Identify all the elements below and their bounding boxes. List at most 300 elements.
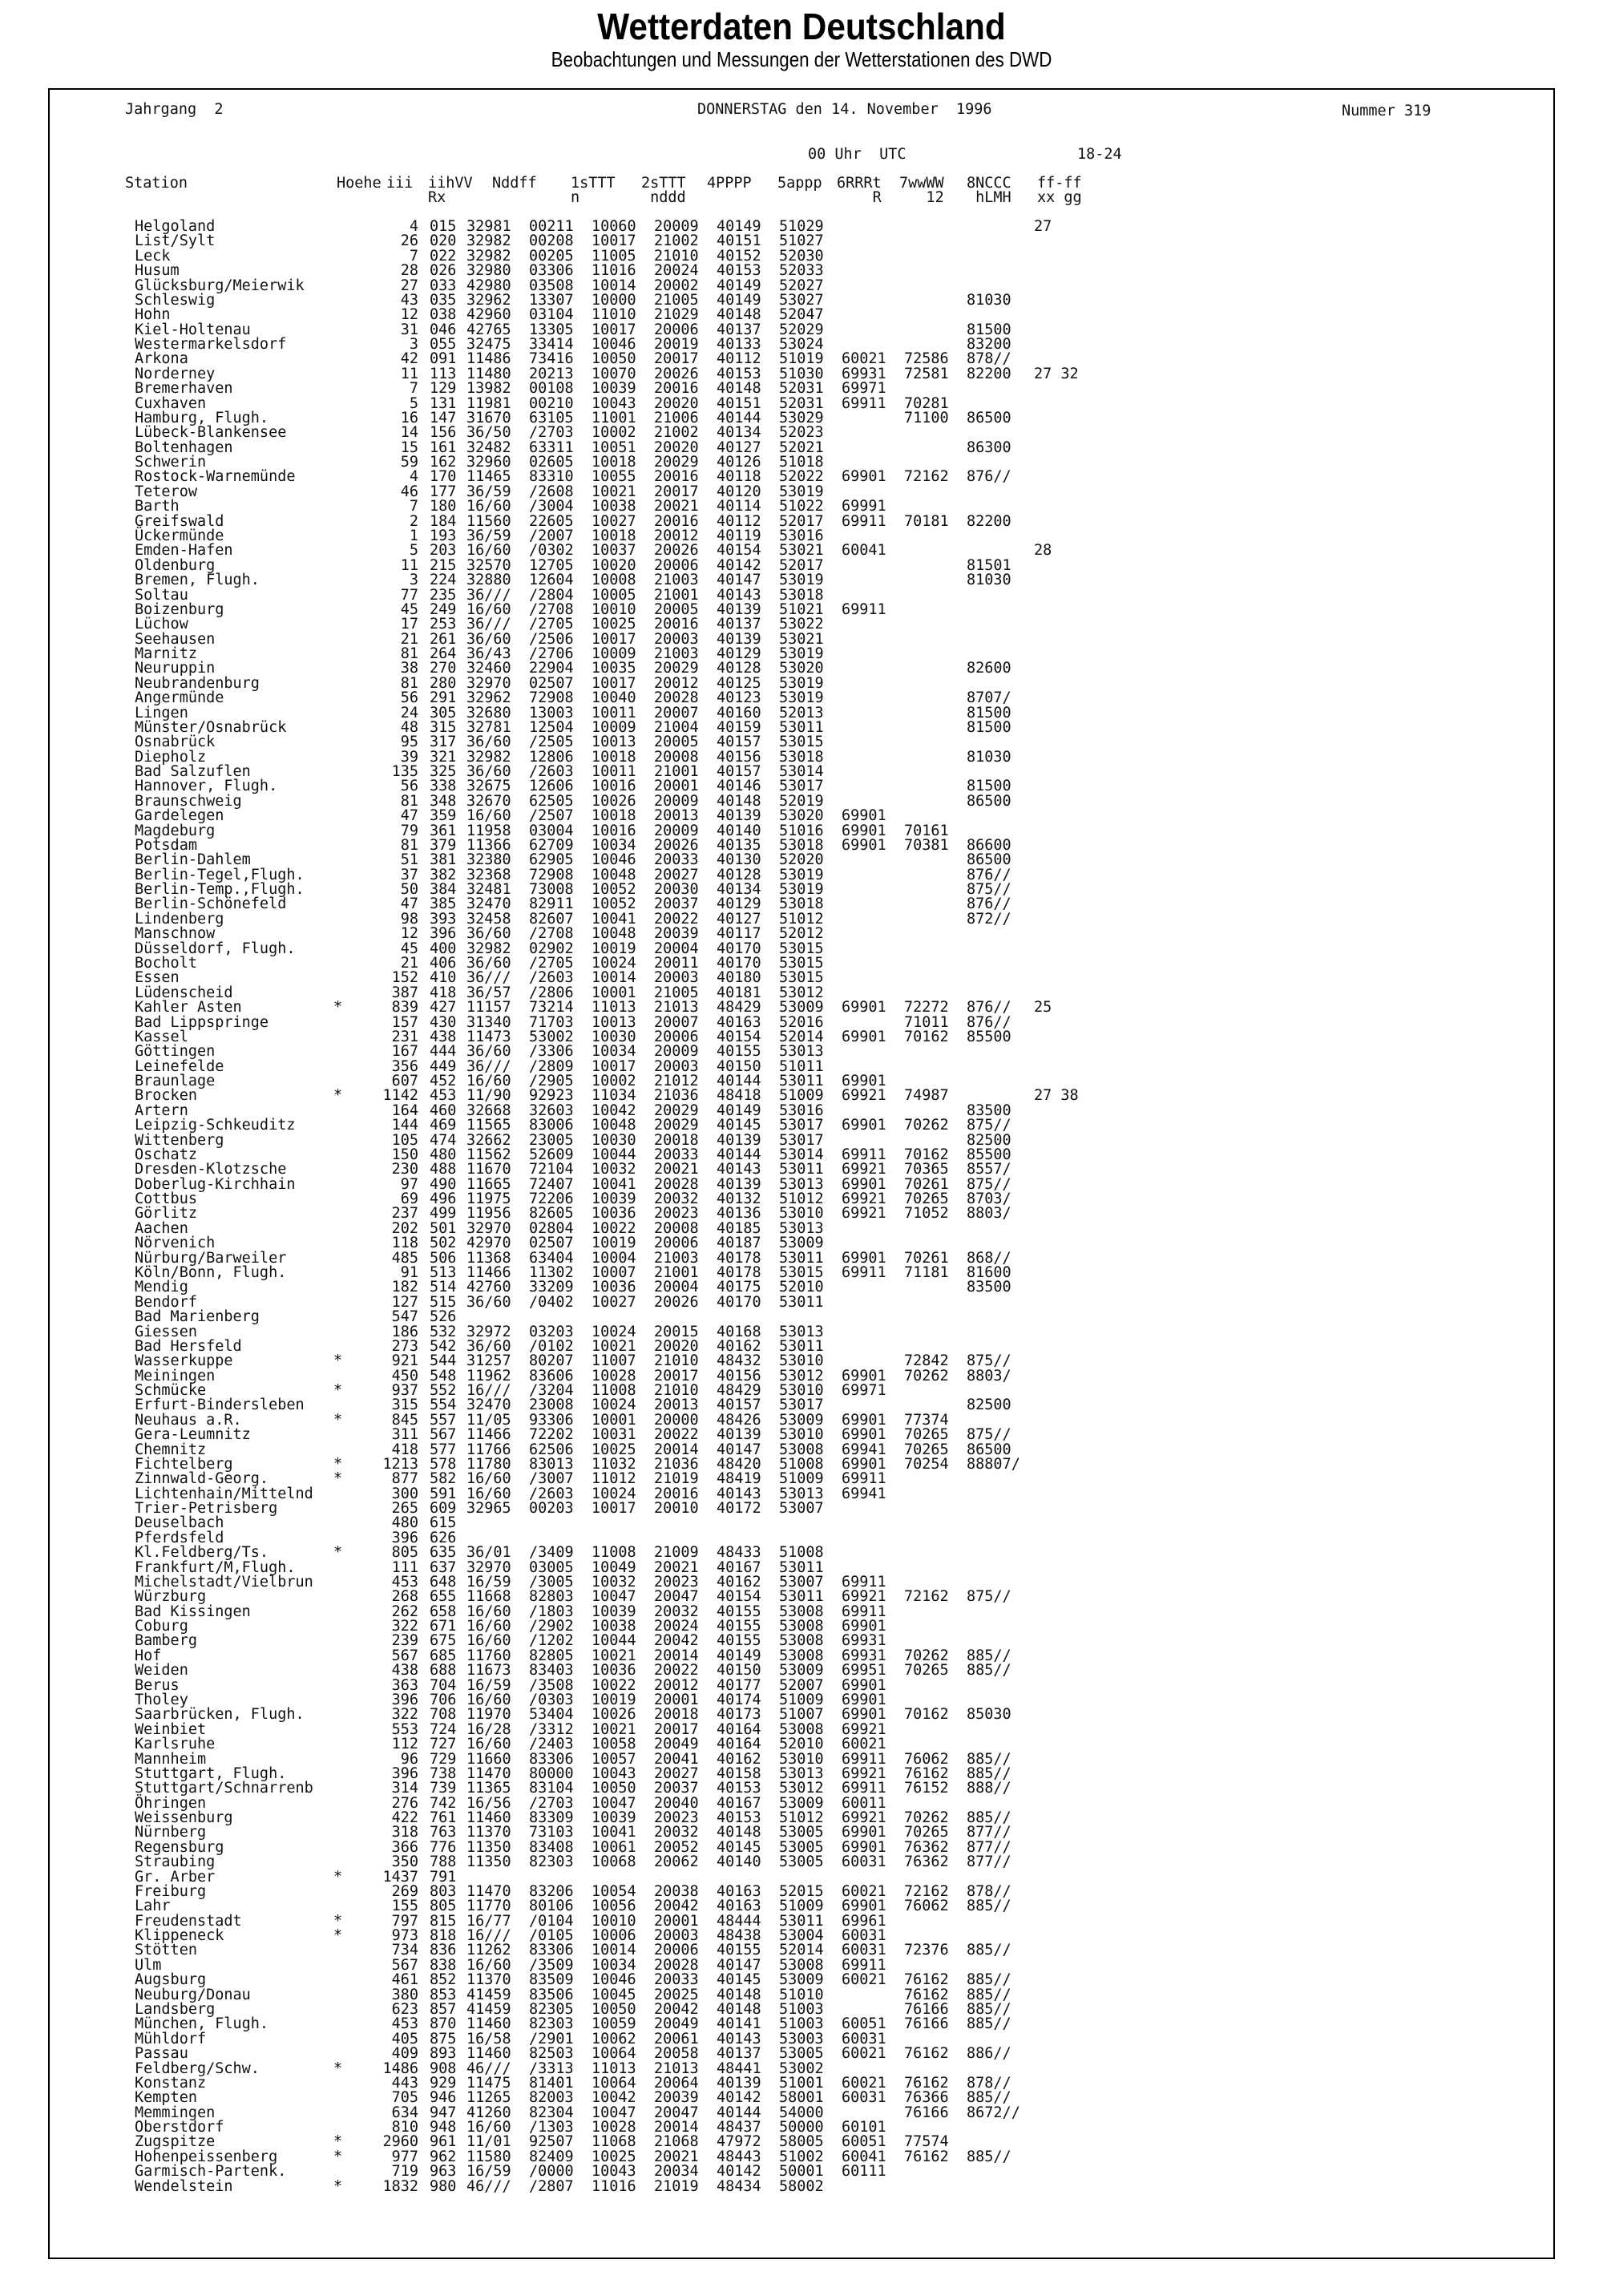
table-row <box>50 942 1548 956</box>
table-cell: 60041 <box>842 542 886 560</box>
table-cell: 21003 <box>654 1249 699 1267</box>
station-name: Giessen <box>135 1323 197 1340</box>
table-cell: 40128 <box>717 660 761 677</box>
table-cell: 40144 <box>717 2104 761 2121</box>
table-cell: 675 <box>430 1632 457 1650</box>
table-cell: 11470 <box>466 1882 511 1900</box>
table-cell: 36/60 <box>466 1337 511 1355</box>
table-cell: /3005 <box>529 1573 574 1591</box>
station-name: Lüdenscheid <box>135 984 233 1001</box>
table-cell: 237 <box>391 1205 418 1223</box>
table-cell: /3004 <box>529 498 574 515</box>
table-cell: 16/// <box>466 1382 511 1400</box>
table-cell: 460 <box>430 1102 457 1119</box>
table-cell: 506 <box>430 1249 457 1267</box>
table-cell: 280 <box>430 674 457 692</box>
table-cell: 72104 <box>529 1161 574 1178</box>
table-cell: 53017 <box>779 778 824 795</box>
table-cell: 40170 <box>717 1293 761 1311</box>
station-name: Hannover, Flugh. <box>135 778 278 795</box>
table-cell: 270 <box>430 660 457 677</box>
table-row <box>50 249 1548 264</box>
table-cell: 40150 <box>717 1662 761 1680</box>
table-cell: 53011 <box>779 1558 824 1576</box>
table-cell: 53008 <box>779 1618 824 1635</box>
table-cell: 53018 <box>779 836 824 854</box>
table-cell: 11480 <box>466 365 511 382</box>
table-cell: 20029 <box>654 454 699 471</box>
table-cell: 480 <box>430 1146 457 1163</box>
table-cell: 385 <box>430 895 457 913</box>
table-cell: 3 <box>409 336 418 354</box>
table-cell: 046 <box>430 321 457 338</box>
time-range: 18-24 <box>1077 146 1122 163</box>
table-cell: 36/// <box>466 969 511 987</box>
station-name: Emden-Hafen <box>135 542 233 560</box>
table-cell: 262 <box>391 1603 418 1620</box>
table-cell: 52017 <box>779 512 824 530</box>
table-row <box>50 1251 1548 1266</box>
table-cell: 20005 <box>654 600 699 618</box>
table-cell: 20213 <box>529 365 574 382</box>
table-cell: /3509 <box>529 1956 574 1974</box>
table-cell: 03306 <box>529 262 574 280</box>
table-cell: 32880 <box>466 572 511 589</box>
table-cell: 11365 <box>466 1780 511 1797</box>
column-header-sublabel: n <box>571 189 580 206</box>
station-name: Boizenburg <box>135 600 224 618</box>
table-cell: 11486 <box>466 350 511 368</box>
table-cell: 40151 <box>717 394 761 412</box>
mountain-station-marker: * <box>333 1087 343 1105</box>
table-row <box>50 1369 1548 1384</box>
table-cell: 20016 <box>654 380 699 398</box>
table-cell: 112 <box>391 1736 418 1753</box>
table-cell: 69971 <box>842 380 886 398</box>
table-cell: 40143 <box>717 1485 761 1502</box>
table-cell: 52047 <box>779 306 824 324</box>
table-cell: 53021 <box>779 630 824 648</box>
table-cell: 73008 <box>529 881 574 899</box>
table-cell: 591 <box>430 1485 457 1502</box>
table-row <box>50 338 1548 352</box>
table-row <box>50 1575 1548 1590</box>
table-cell: 10002 <box>592 1073 636 1090</box>
station-name: Görlitz <box>135 1205 197 1223</box>
table-cell: 82605 <box>529 1205 574 1223</box>
table-cell: 33414 <box>529 336 574 354</box>
table-cell: 2960 <box>382 2133 418 2151</box>
table-cell: 20061 <box>654 2030 699 2047</box>
table-cell: /0302 <box>529 542 574 560</box>
table-cell: 155 <box>391 1898 418 1915</box>
table-cell: 875// <box>967 1588 1011 1606</box>
table-cell: 52016 <box>779 1013 824 1031</box>
table-cell: 387 <box>391 984 418 1001</box>
table-cell: 10027 <box>592 1293 636 1311</box>
table-row <box>50 1045 1548 1059</box>
table-cell: 11007 <box>592 1352 636 1370</box>
station-name: Mendig <box>135 1279 188 1296</box>
table-cell: 10031 <box>592 1426 636 1444</box>
table-cell: 10018 <box>592 527 636 544</box>
table-cell: 50 <box>400 881 418 899</box>
table-cell: 20037 <box>654 895 699 913</box>
table-cell: 315 <box>391 1397 418 1414</box>
station-name: Kassel <box>135 1028 188 1045</box>
table-cell: 7 <box>409 498 418 515</box>
table-cell: 177 <box>430 483 457 500</box>
table-cell: 180 <box>430 498 457 515</box>
mountain-station-marker: * <box>333 1411 343 1429</box>
table-row <box>50 1737 1548 1752</box>
table-cell: 92923 <box>529 1087 574 1105</box>
table-cell: 53019 <box>779 645 824 663</box>
table-cell: 11970 <box>466 1706 511 1724</box>
table-cell: 542 <box>430 1337 457 1355</box>
table-cell: 11660 <box>466 1750 511 1768</box>
table-cell: 53009 <box>779 1794 824 1812</box>
table-cell: 20034 <box>654 2163 699 2181</box>
table-cell: 69901 <box>842 1367 886 1384</box>
table-cell: 20016 <box>654 468 699 486</box>
table-cell: 10051 <box>592 439 636 456</box>
table-cell: 567 <box>430 1426 457 1444</box>
table-cell: /2706 <box>529 645 574 663</box>
table-cell: 878// <box>967 1882 1011 1900</box>
table-cell: 72162 <box>904 1882 949 1900</box>
table-cell: 10025 <box>592 1441 636 1458</box>
table-cell: /2806 <box>529 984 574 1001</box>
table-cell: 60041 <box>842 2148 886 2165</box>
table-cell: 69901 <box>842 1028 886 1045</box>
station-name: Oberstdorf <box>135 2119 224 2136</box>
table-cell: 10043 <box>592 1764 636 1782</box>
table-cell: 885// <box>967 1898 1011 1915</box>
table-cell: 350 <box>391 1853 418 1871</box>
table-row <box>50 912 1548 927</box>
table-cell: 14 <box>400 424 418 442</box>
table-cell: 47 <box>400 895 418 913</box>
table-row <box>50 544 1548 558</box>
table-cell: 40158 <box>717 1764 761 1782</box>
station-name: Berlin-Dahlem <box>135 851 251 869</box>
table-cell: 20042 <box>654 1898 699 1915</box>
table-cell: 16/28 <box>466 1720 511 1738</box>
table-cell: 980 <box>430 2177 457 2195</box>
station-name: Weiden <box>135 1662 188 1680</box>
table-cell: 51016 <box>779 822 824 839</box>
table-cell: 11/01 <box>466 2133 511 2151</box>
station-name: Kempten <box>135 2089 197 2107</box>
table-cell: 11001 <box>592 409 636 426</box>
table-cell: 21003 <box>654 572 699 589</box>
table-cell: 10038 <box>592 498 636 515</box>
table-cell: 10042 <box>592 1102 636 1119</box>
table-cell: 11366 <box>466 836 511 854</box>
table-cell: 10059 <box>592 2015 636 2033</box>
station-name: Westermarkelsdorf <box>135 336 287 354</box>
table-row <box>50 1398 1548 1413</box>
table-cell: 1437 <box>382 1868 418 1886</box>
table-cell: 5 <box>409 542 418 560</box>
table-cell: 502 <box>430 1235 457 1252</box>
table-cell: 11460 <box>466 2045 511 2063</box>
table-cell: 40148 <box>717 380 761 398</box>
table-cell: 21029 <box>654 306 699 324</box>
table-cell: 40148 <box>717 306 761 324</box>
station-name: Neuburg/Donau <box>135 1986 251 2003</box>
table-cell: 20017 <box>654 1720 699 1738</box>
table-cell: 69911 <box>842 512 886 530</box>
table-cell: 80106 <box>529 1898 574 1915</box>
table-cell: 52017 <box>779 556 824 574</box>
table-cell: 52020 <box>779 851 824 869</box>
table-cell: 37 <box>400 866 418 883</box>
table-cell: 72202 <box>529 1426 574 1444</box>
table-cell: 53019 <box>779 483 824 500</box>
table-cell: /2804 <box>529 586 574 604</box>
table-cell: 10021 <box>592 1337 636 1355</box>
table-cell: 52007 <box>779 1676 824 1694</box>
table-cell: 10017 <box>592 321 636 338</box>
table-cell: 20024 <box>654 1618 699 1635</box>
table-cell: 791 <box>430 1868 457 1886</box>
table-cell: 20024 <box>654 262 699 280</box>
table-cell: 11956 <box>466 1205 511 1223</box>
table-cell: 129 <box>430 380 457 398</box>
table-cell: 32965 <box>466 1500 511 1518</box>
table-row <box>50 367 1548 382</box>
table-cell: 20003 <box>654 1057 699 1075</box>
table-cell: 16/60 <box>466 1470 511 1488</box>
table-cell: 422 <box>391 1809 418 1827</box>
table-cell: 86500 <box>967 1441 1011 1458</box>
table-cell: 623 <box>391 2000 418 2018</box>
station-name: Berlin-Temp.,Flugh. <box>135 881 305 899</box>
column-header-label: iii <box>386 175 414 192</box>
column-header-label: 5appp <box>777 175 822 192</box>
table-cell: 86600 <box>967 836 1011 854</box>
table-cell: 20058 <box>654 2045 699 2063</box>
station-name: Kahler Asten <box>135 999 242 1017</box>
table-cell: 53013 <box>779 1219 824 1237</box>
table-row <box>50 2032 1548 2047</box>
table-cell: 60031 <box>842 1853 886 1871</box>
table-cell: 877 <box>391 1470 418 1488</box>
table-cell: /2705 <box>529 616 574 633</box>
table-cell: 48444 <box>717 1912 761 1930</box>
table-cell: 02902 <box>529 940 574 957</box>
table-cell: 86500 <box>967 792 1011 810</box>
table-cell: 265 <box>391 1500 418 1518</box>
station-name: Garmisch-Partenk. <box>135 2163 287 2181</box>
table-cell: 20040 <box>654 1794 699 1812</box>
table-cell: 32982 <box>466 232 511 250</box>
column-header-label: Nddff <box>492 175 537 192</box>
table-cell: 16/60 <box>466 1692 511 1708</box>
table-cell: 36/// <box>466 1057 511 1075</box>
station-name: Lahr <box>135 1898 171 1915</box>
table-row <box>50 1764 1548 1782</box>
table-cell: 10048 <box>592 1117 636 1134</box>
table-cell: 885// <box>967 1986 1011 2003</box>
table-cell: 83408 <box>529 1838 574 1856</box>
table-cell: 40157 <box>717 734 761 751</box>
table-cell: 70162 <box>904 1146 949 1163</box>
table-cell: 20042 <box>654 2000 699 2018</box>
table-cell: 513 <box>430 1263 457 1281</box>
table-cell: 885// <box>967 1647 1011 1664</box>
table-cell: 182 <box>391 1279 418 1296</box>
table-cell: 10024 <box>592 1397 636 1414</box>
table-cell: 40140 <box>717 822 761 839</box>
table-cell: 72586 <box>904 350 949 368</box>
table-row <box>50 1634 1548 1648</box>
table-cell: 11565 <box>466 1117 511 1134</box>
table-cell: 742 <box>430 1794 457 1812</box>
table-cell: 40148 <box>717 1824 761 1841</box>
table-cell: 52014 <box>779 1028 824 1045</box>
table-cell: 15 <box>400 439 418 456</box>
table-cell: 885// <box>967 1971 1011 1989</box>
table-row <box>50 1384 1548 1398</box>
table-row <box>50 1131 1548 1149</box>
table-cell: 4 <box>409 468 418 486</box>
table-cell: 40180 <box>717 969 761 987</box>
table-cell: 53013 <box>779 1485 824 1502</box>
table-cell: 10013 <box>592 1013 636 1031</box>
table-row <box>50 1236 1548 1251</box>
table-cell: 396 <box>430 925 457 943</box>
column-header-label: iihVV <box>428 175 473 192</box>
table-cell: 10032 <box>592 1161 636 1178</box>
table-cell: 10008 <box>592 572 636 589</box>
table-cell: 438 <box>430 1028 457 1045</box>
table-cell: 32970 <box>466 674 511 692</box>
station-name: Nürnberg <box>135 1824 207 1841</box>
table-cell: 16/56 <box>466 1794 511 1812</box>
table-cell: 885// <box>967 2015 1011 2033</box>
table-cell: 76162 <box>904 1764 949 1782</box>
table-cell: /3007 <box>529 1470 574 1488</box>
table-cell: 52027 <box>779 277 824 294</box>
mountain-station-marker: * <box>333 2133 343 2151</box>
mountain-station-marker: * <box>333 1455 343 1473</box>
table-cell: 836 <box>430 1942 457 1959</box>
table-row <box>50 1293 1548 1311</box>
table-cell: 20001 <box>654 1692 699 1708</box>
table-cell: 69901 <box>842 1676 886 1694</box>
table-cell: 58002 <box>779 2177 824 2195</box>
table-cell: 70262 <box>904 1809 949 1827</box>
table-cell: 77374 <box>904 1411 949 1429</box>
table-cell: /2507 <box>529 807 574 825</box>
table-cell: 40139 <box>717 1175 761 1193</box>
table-cell: 20033 <box>654 851 699 869</box>
table-cell: 69951 <box>842 1662 886 1680</box>
table-row <box>50 1104 1548 1118</box>
table-row <box>50 1531 1548 1546</box>
table-cell: 50001 <box>779 2163 824 2181</box>
table-cell: 20026 <box>654 542 699 560</box>
table-cell: 20003 <box>654 969 699 987</box>
table-cell: /2603 <box>529 969 574 987</box>
column-header-label: Hoehe <box>337 175 382 192</box>
table-cell: 582 <box>430 1470 457 1488</box>
table-cell: 52031 <box>779 394 824 412</box>
observation-time: 00 Uhr UTC <box>808 146 906 163</box>
table-cell: 12705 <box>529 556 574 574</box>
table-cell: 16/60 <box>466 1956 511 1974</box>
table-cell: 53021 <box>779 542 824 560</box>
report-frame <box>48 88 1555 2259</box>
table-row <box>50 308 1548 322</box>
table-cell: /3313 <box>529 2060 574 2077</box>
table-cell: 69911 <box>842 1573 886 1591</box>
table-cell: 685 <box>430 1647 457 1664</box>
table-cell: 13307 <box>529 291 574 309</box>
table-cell: /0000 <box>529 2163 574 2181</box>
table-cell: 20012 <box>654 1676 699 1694</box>
table-cell: 020 <box>430 232 457 250</box>
table-cell: 53016 <box>779 527 824 544</box>
table-cell: 26 <box>400 232 418 250</box>
table-cell: 40173 <box>717 1706 761 1724</box>
table-cell: /0303 <box>529 1692 574 1708</box>
station-name: Münster/Osnabrück <box>135 718 287 736</box>
table-cell: 20006 <box>654 1028 699 1045</box>
table-cell: 28 <box>1034 542 1052 560</box>
table-cell: 00208 <box>529 232 574 250</box>
table-cell: 27 <box>400 277 418 294</box>
table-cell: 797 <box>391 1912 418 1930</box>
table-cell: /0105 <box>529 1927 574 1945</box>
table-cell: 53017 <box>779 1117 824 1134</box>
table-cell: 40156 <box>717 748 761 766</box>
table-cell: 485 <box>391 1249 418 1267</box>
station-name: Aachen <box>135 1219 188 1237</box>
table-cell: 10028 <box>592 2119 636 2136</box>
table-cell: 453 <box>391 2015 418 2033</box>
station-name: Artern <box>135 1102 188 1119</box>
station-name: Düsseldorf, Flugh. <box>135 940 296 957</box>
table-cell: 10036 <box>592 1662 636 1680</box>
table-cell: 10019 <box>592 940 636 957</box>
table-cell: 739 <box>430 1780 457 1797</box>
table-cell: 53005 <box>779 2045 824 2063</box>
table-cell: 40162 <box>717 1750 761 1768</box>
table-cell: 02507 <box>529 1235 574 1252</box>
table-cell: 20006 <box>654 321 699 338</box>
station-name: Brocken <box>135 1087 197 1105</box>
table-cell: 876// <box>967 999 1011 1017</box>
table-cell: 20049 <box>654 2015 699 2033</box>
table-cell: 20028 <box>654 689 699 707</box>
table-cell: 11770 <box>466 1898 511 1915</box>
table-cell: 36/59 <box>466 527 511 544</box>
table-cell: 40155 <box>717 1618 761 1635</box>
table-cell: 10049 <box>592 1558 636 1576</box>
table-row <box>50 1781 1548 1796</box>
station-name: Gr. Arber <box>135 1868 216 1886</box>
station-name: Oldenburg <box>135 556 216 574</box>
table-cell: 10017 <box>592 1057 636 1075</box>
table-row <box>50 1708 1548 1722</box>
table-cell: 76366 <box>904 2089 949 2107</box>
table-cell: 11350 <box>466 1838 511 1856</box>
table-cell: 21003 <box>654 645 699 663</box>
